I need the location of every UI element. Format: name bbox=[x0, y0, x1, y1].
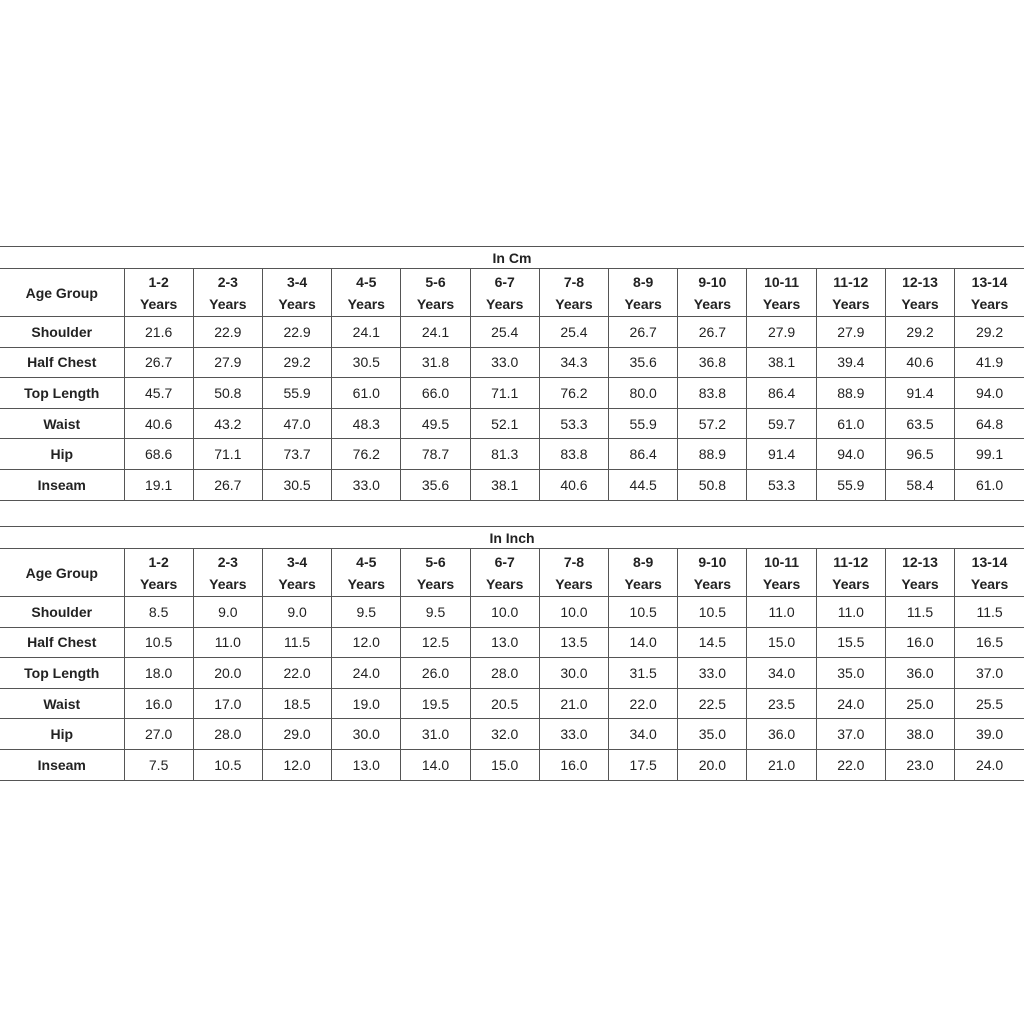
table-cell: 22.0 bbox=[262, 658, 331, 689]
table-cell: 33.0 bbox=[678, 658, 747, 689]
table-cell: 25.4 bbox=[470, 317, 539, 348]
age-header-6-7 bbox=[470, 549, 539, 597]
age-header-10-11 bbox=[747, 269, 816, 317]
table-cell: 83.8 bbox=[678, 378, 747, 409]
table-caption-inch: In Inch bbox=[0, 526, 1024, 548]
table-cell: 9.0 bbox=[193, 597, 262, 628]
table-cell: 12.0 bbox=[332, 627, 401, 658]
age-header-13-14 bbox=[955, 549, 1024, 597]
age-unit: Years bbox=[762, 295, 801, 312]
row-label: Waist bbox=[0, 408, 124, 439]
table-cell: 38.1 bbox=[747, 347, 816, 378]
table-cell: 10.5 bbox=[609, 597, 678, 628]
age-unit: Years bbox=[555, 295, 593, 312]
age-header-12-13 bbox=[885, 549, 954, 597]
age-unit: Years bbox=[209, 295, 247, 312]
table-cell: 39.4 bbox=[816, 347, 885, 378]
table-row bbox=[0, 439, 1024, 470]
table-cell: 96.5 bbox=[885, 439, 954, 470]
age-header-9-10 bbox=[678, 549, 747, 597]
table-cell: 48.3 bbox=[332, 408, 401, 439]
table-cell: 16.0 bbox=[885, 627, 954, 658]
age-range: 5-6 bbox=[425, 553, 446, 570]
age-unit: Years bbox=[832, 295, 870, 312]
table-cell: 11.0 bbox=[193, 627, 262, 658]
row-label: Half Chest bbox=[0, 627, 124, 658]
table-cell: 17.5 bbox=[609, 749, 678, 780]
table-cell: 88.9 bbox=[816, 378, 885, 409]
row-label: Top Length bbox=[0, 658, 124, 689]
table-cell: 26.7 bbox=[124, 347, 193, 378]
table-cell: 50.8 bbox=[193, 378, 262, 409]
table-row bbox=[0, 719, 1024, 750]
age-range: 13-14 bbox=[971, 553, 1008, 570]
table-caption-cm: In Cm bbox=[0, 246, 1024, 268]
table-row bbox=[0, 317, 1024, 348]
table-cell: 31.8 bbox=[401, 347, 470, 378]
table-cell: 53.3 bbox=[539, 408, 608, 439]
table-cell: 26.7 bbox=[609, 317, 678, 348]
table-cell: 76.2 bbox=[539, 378, 608, 409]
table-cell: 63.5 bbox=[885, 408, 954, 439]
table-cell: 29.2 bbox=[955, 317, 1024, 348]
table-cell: 34.0 bbox=[609, 719, 678, 750]
age-unit: Years bbox=[486, 295, 524, 312]
table-cell: 26.7 bbox=[678, 317, 747, 348]
table-cell: 33.0 bbox=[539, 719, 608, 750]
table-cell: 24.1 bbox=[332, 317, 401, 348]
table-cell: 27.9 bbox=[193, 347, 262, 378]
age-range: 10-11 bbox=[764, 273, 800, 290]
table-cell: 15.0 bbox=[747, 627, 816, 658]
table-cell: 26.0 bbox=[401, 658, 470, 689]
table-cell: 28.0 bbox=[470, 658, 539, 689]
table-cell: 86.4 bbox=[747, 378, 816, 409]
table-cell: 32.0 bbox=[470, 719, 539, 750]
table-cell: 78.7 bbox=[401, 439, 470, 470]
table-cell: 55.9 bbox=[262, 378, 331, 409]
table-cell: 31.5 bbox=[609, 658, 678, 689]
table-cell: 41.9 bbox=[955, 347, 1024, 378]
table-cell: 22.9 bbox=[193, 317, 262, 348]
table-cell: 21.0 bbox=[539, 688, 608, 719]
age-header-9-10 bbox=[678, 269, 747, 317]
table-cell: 19.5 bbox=[401, 688, 470, 719]
age-header-2-3 bbox=[193, 269, 262, 317]
table-cell: 24.0 bbox=[816, 688, 885, 719]
age-unit: Years bbox=[555, 575, 593, 592]
header-row bbox=[0, 269, 1024, 317]
table-row bbox=[0, 378, 1024, 409]
table-cell: 22.5 bbox=[678, 688, 747, 719]
row-label: Inseam bbox=[0, 749, 124, 780]
age-range: 6-7 bbox=[494, 273, 515, 290]
age-unit: Years bbox=[347, 575, 385, 592]
table-cell: 49.5 bbox=[401, 408, 470, 439]
table-cell: 50.8 bbox=[678, 469, 747, 500]
age-range: 8-9 bbox=[633, 553, 654, 570]
table-cell: 30.5 bbox=[332, 347, 401, 378]
age-unit: Years bbox=[278, 295, 316, 312]
table-cell: 47.0 bbox=[262, 408, 331, 439]
age-range: 11-12 bbox=[833, 273, 869, 290]
table-cell: 86.4 bbox=[609, 439, 678, 470]
age-range: 5-6 bbox=[425, 273, 446, 290]
age-unit: Years bbox=[347, 295, 385, 312]
table-cell: 91.4 bbox=[747, 439, 816, 470]
table-cell: 28.0 bbox=[193, 719, 262, 750]
age-header-1-2 bbox=[124, 549, 193, 597]
table-cell: 81.3 bbox=[470, 439, 539, 470]
table-cell: 7.5 bbox=[124, 749, 193, 780]
table-cell: 52.1 bbox=[470, 408, 539, 439]
table-cell: 15.5 bbox=[816, 627, 885, 658]
age-range: 4-5 bbox=[356, 273, 377, 290]
age-range: 2-3 bbox=[217, 553, 238, 570]
age-range: 1-2 bbox=[148, 553, 169, 570]
table-cell: 71.1 bbox=[193, 439, 262, 470]
table-cell: 21.6 bbox=[124, 317, 193, 348]
table-cell: 25.5 bbox=[955, 688, 1024, 719]
table-cell: 11.0 bbox=[816, 597, 885, 628]
table-cell: 94.0 bbox=[955, 378, 1024, 409]
age-range: 8-9 bbox=[633, 273, 654, 290]
table-cell: 24.0 bbox=[955, 749, 1024, 780]
table-cell: 27.0 bbox=[124, 719, 193, 750]
table-cell: 73.7 bbox=[262, 439, 331, 470]
age-range: 13-14 bbox=[971, 273, 1008, 290]
table-cell: 20.0 bbox=[678, 749, 747, 780]
age-range: 12-13 bbox=[902, 553, 938, 570]
table-row bbox=[0, 627, 1024, 658]
table-cell: 68.6 bbox=[124, 439, 193, 470]
table-cell: 38.0 bbox=[885, 719, 954, 750]
table-cell: 61.0 bbox=[816, 408, 885, 439]
table-cell: 80.0 bbox=[609, 378, 678, 409]
table-cell: 59.7 bbox=[747, 408, 816, 439]
age-header-12-13 bbox=[885, 269, 954, 317]
table-cell: 55.9 bbox=[816, 469, 885, 500]
table-cell: 22.9 bbox=[262, 317, 331, 348]
table-cell: 45.7 bbox=[124, 378, 193, 409]
table-row bbox=[0, 749, 1024, 780]
age-unit: Years bbox=[139, 295, 178, 312]
table-cell: 35.6 bbox=[609, 347, 678, 378]
table-cell: 10.0 bbox=[539, 597, 608, 628]
table-cell: 22.0 bbox=[609, 688, 678, 719]
table-cell: 13.0 bbox=[470, 627, 539, 658]
age-unit: Years bbox=[624, 295, 662, 312]
age-header-8-9 bbox=[609, 549, 678, 597]
table-cell: 26.7 bbox=[193, 469, 262, 500]
age-unit: Years bbox=[416, 575, 455, 592]
table-cell: 37.0 bbox=[816, 719, 885, 750]
age-header-1-2 bbox=[124, 269, 193, 317]
table-cell: 64.8 bbox=[955, 408, 1024, 439]
age-unit: Years bbox=[693, 575, 732, 592]
table-cell: 19.0 bbox=[332, 688, 401, 719]
row-label: Top Length bbox=[0, 378, 124, 409]
table-cell: 11.5 bbox=[885, 597, 954, 628]
size-table-cm bbox=[0, 268, 1024, 501]
table-cell: 13.0 bbox=[332, 749, 401, 780]
age-header-7-8 bbox=[539, 549, 608, 597]
table-cell: 10.5 bbox=[124, 627, 193, 658]
row-label: Hip bbox=[0, 719, 124, 750]
table-cell: 29.2 bbox=[885, 317, 954, 348]
table-cell: 30.5 bbox=[262, 469, 331, 500]
table-cell: 66.0 bbox=[401, 378, 470, 409]
table-cell: 35.0 bbox=[678, 719, 747, 750]
table-cell: 9.5 bbox=[401, 597, 470, 628]
age-range: 9-10 bbox=[698, 273, 727, 290]
table-cell: 22.0 bbox=[816, 749, 885, 780]
table-cell: 36.0 bbox=[885, 658, 954, 689]
table-cell: 10.5 bbox=[678, 597, 747, 628]
age-range: 3-4 bbox=[286, 553, 308, 570]
table-cell: 34.3 bbox=[539, 347, 608, 378]
table-cell: 33.0 bbox=[470, 347, 539, 378]
row-label: Shoulder bbox=[0, 317, 124, 348]
table-cell: 43.2 bbox=[193, 408, 262, 439]
age-header-2-3 bbox=[193, 549, 262, 597]
table-cell: 19.1 bbox=[124, 469, 193, 500]
age-header-11-12 bbox=[816, 549, 885, 597]
age-header-13-14 bbox=[955, 269, 1024, 317]
table-row bbox=[0, 688, 1024, 719]
table-cell: 29.0 bbox=[262, 719, 331, 750]
table-cell: 55.9 bbox=[609, 408, 678, 439]
table-cell: 20.5 bbox=[470, 688, 539, 719]
age-range: 12-13 bbox=[902, 273, 938, 290]
table-cell: 61.0 bbox=[955, 469, 1024, 500]
table-cell: 40.6 bbox=[124, 408, 193, 439]
row-label: Hip bbox=[0, 439, 124, 470]
table-cell: 53.3 bbox=[747, 469, 816, 500]
table-cell: 18.5 bbox=[262, 688, 331, 719]
age-header-5-6 bbox=[401, 549, 470, 597]
table-cell: 20.0 bbox=[193, 658, 262, 689]
age-range: 4-5 bbox=[356, 553, 377, 570]
table-row bbox=[0, 658, 1024, 689]
table-cell: 16.0 bbox=[539, 749, 608, 780]
age-range: 1-2 bbox=[148, 273, 169, 290]
age-group-header: Age Group bbox=[0, 549, 124, 597]
table-cell: 12.5 bbox=[401, 627, 470, 658]
age-header-8-9 bbox=[609, 269, 678, 317]
table-cell: 83.8 bbox=[539, 439, 608, 470]
size-chart-inch bbox=[0, 526, 1024, 781]
age-header-7-8 bbox=[539, 269, 608, 317]
age-range: 2-3 bbox=[217, 273, 238, 290]
table-row bbox=[0, 408, 1024, 439]
table-cell: 10.5 bbox=[193, 749, 262, 780]
table-cell: 11.0 bbox=[747, 597, 816, 628]
age-unit: Years bbox=[970, 295, 1009, 312]
table-cell: 14.5 bbox=[678, 627, 747, 658]
age-unit: Years bbox=[416, 295, 455, 312]
age-unit: Years bbox=[693, 295, 732, 312]
table-cell: 94.0 bbox=[816, 439, 885, 470]
age-unit: Years bbox=[278, 575, 316, 592]
age-header-11-12 bbox=[816, 269, 885, 317]
age-range: 7-8 bbox=[563, 273, 585, 290]
table-cell: 16.5 bbox=[955, 627, 1024, 658]
age-unit: Years bbox=[762, 575, 801, 592]
age-range: 11-12 bbox=[833, 553, 869, 570]
table-cell: 61.0 bbox=[332, 378, 401, 409]
age-header-6-7 bbox=[470, 269, 539, 317]
table-cell: 24.1 bbox=[401, 317, 470, 348]
table-cell: 29.2 bbox=[262, 347, 331, 378]
table-cell: 23.5 bbox=[747, 688, 816, 719]
table-cell: 88.9 bbox=[678, 439, 747, 470]
table-cell: 17.0 bbox=[193, 688, 262, 719]
table-cell: 9.5 bbox=[332, 597, 401, 628]
table-cell: 58.4 bbox=[885, 469, 954, 500]
table-cell: 30.0 bbox=[332, 719, 401, 750]
size-table-inch bbox=[0, 548, 1024, 781]
table-body bbox=[0, 317, 1024, 501]
table-cell: 44.5 bbox=[609, 469, 678, 500]
row-label: Shoulder bbox=[0, 597, 124, 628]
table-cell: 25.4 bbox=[539, 317, 608, 348]
age-unit: Years bbox=[832, 575, 870, 592]
table-cell: 31.0 bbox=[401, 719, 470, 750]
row-label: Half Chest bbox=[0, 347, 124, 378]
table-cell: 14.0 bbox=[401, 749, 470, 780]
age-unit: Years bbox=[139, 575, 178, 592]
table-cell: 9.0 bbox=[262, 597, 331, 628]
table-cell: 30.0 bbox=[539, 658, 608, 689]
table-cell: 35.0 bbox=[816, 658, 885, 689]
table-cell: 99.1 bbox=[955, 439, 1024, 470]
table-cell: 12.0 bbox=[262, 749, 331, 780]
age-unit: Years bbox=[901, 575, 939, 592]
age-header-4-5 bbox=[332, 549, 401, 597]
table-cell: 40.6 bbox=[539, 469, 608, 500]
table-cell: 27.9 bbox=[816, 317, 885, 348]
table-cell: 16.0 bbox=[124, 688, 193, 719]
age-unit: Years bbox=[624, 575, 662, 592]
table-row bbox=[0, 597, 1024, 628]
age-group-header: Age Group bbox=[0, 269, 124, 317]
table-cell: 8.5 bbox=[124, 597, 193, 628]
table-cell: 18.0 bbox=[124, 658, 193, 689]
size-chart-cm bbox=[0, 246, 1024, 501]
table-cell: 25.0 bbox=[885, 688, 954, 719]
table-cell: 37.0 bbox=[955, 658, 1024, 689]
table-cell: 24.0 bbox=[332, 658, 401, 689]
table-cell: 13.5 bbox=[539, 627, 608, 658]
table-body bbox=[0, 597, 1024, 781]
table-cell: 14.0 bbox=[609, 627, 678, 658]
table-cell: 21.0 bbox=[747, 749, 816, 780]
age-range: 9-10 bbox=[698, 553, 727, 570]
table-cell: 11.5 bbox=[262, 627, 331, 658]
table-cell: 40.6 bbox=[885, 347, 954, 378]
table-cell: 91.4 bbox=[885, 378, 954, 409]
age-unit: Years bbox=[970, 575, 1009, 592]
table-cell: 15.0 bbox=[470, 749, 539, 780]
age-header-10-11 bbox=[747, 549, 816, 597]
table-cell: 10.0 bbox=[470, 597, 539, 628]
age-range: 7-8 bbox=[563, 553, 585, 570]
age-header-4-5 bbox=[332, 269, 401, 317]
row-label: Waist bbox=[0, 688, 124, 719]
table-cell: 23.0 bbox=[885, 749, 954, 780]
table-cell: 36.8 bbox=[678, 347, 747, 378]
table-cell: 57.2 bbox=[678, 408, 747, 439]
table-cell: 34.0 bbox=[747, 658, 816, 689]
table-cell: 76.2 bbox=[332, 439, 401, 470]
age-range: 3-4 bbox=[286, 273, 308, 290]
row-label: Inseam bbox=[0, 469, 124, 500]
table-row bbox=[0, 469, 1024, 500]
age-header-3-4 bbox=[262, 549, 331, 597]
table-cell: 33.0 bbox=[332, 469, 401, 500]
table-cell: 27.9 bbox=[747, 317, 816, 348]
table-cell: 38.1 bbox=[470, 469, 539, 500]
age-header-5-6 bbox=[401, 269, 470, 317]
table-cell: 35.6 bbox=[401, 469, 470, 500]
age-unit: Years bbox=[486, 575, 524, 592]
age-unit: Years bbox=[901, 295, 939, 312]
age-range: 10-11 bbox=[764, 553, 800, 570]
table-row bbox=[0, 347, 1024, 378]
age-range: 6-7 bbox=[494, 553, 515, 570]
age-unit: Years bbox=[209, 575, 247, 592]
table-cell: 39.0 bbox=[955, 719, 1024, 750]
age-header-3-4 bbox=[262, 269, 331, 317]
table-cell: 11.5 bbox=[955, 597, 1024, 628]
table-cell: 71.1 bbox=[470, 378, 539, 409]
table-cell: 36.0 bbox=[747, 719, 816, 750]
header-row bbox=[0, 549, 1024, 597]
